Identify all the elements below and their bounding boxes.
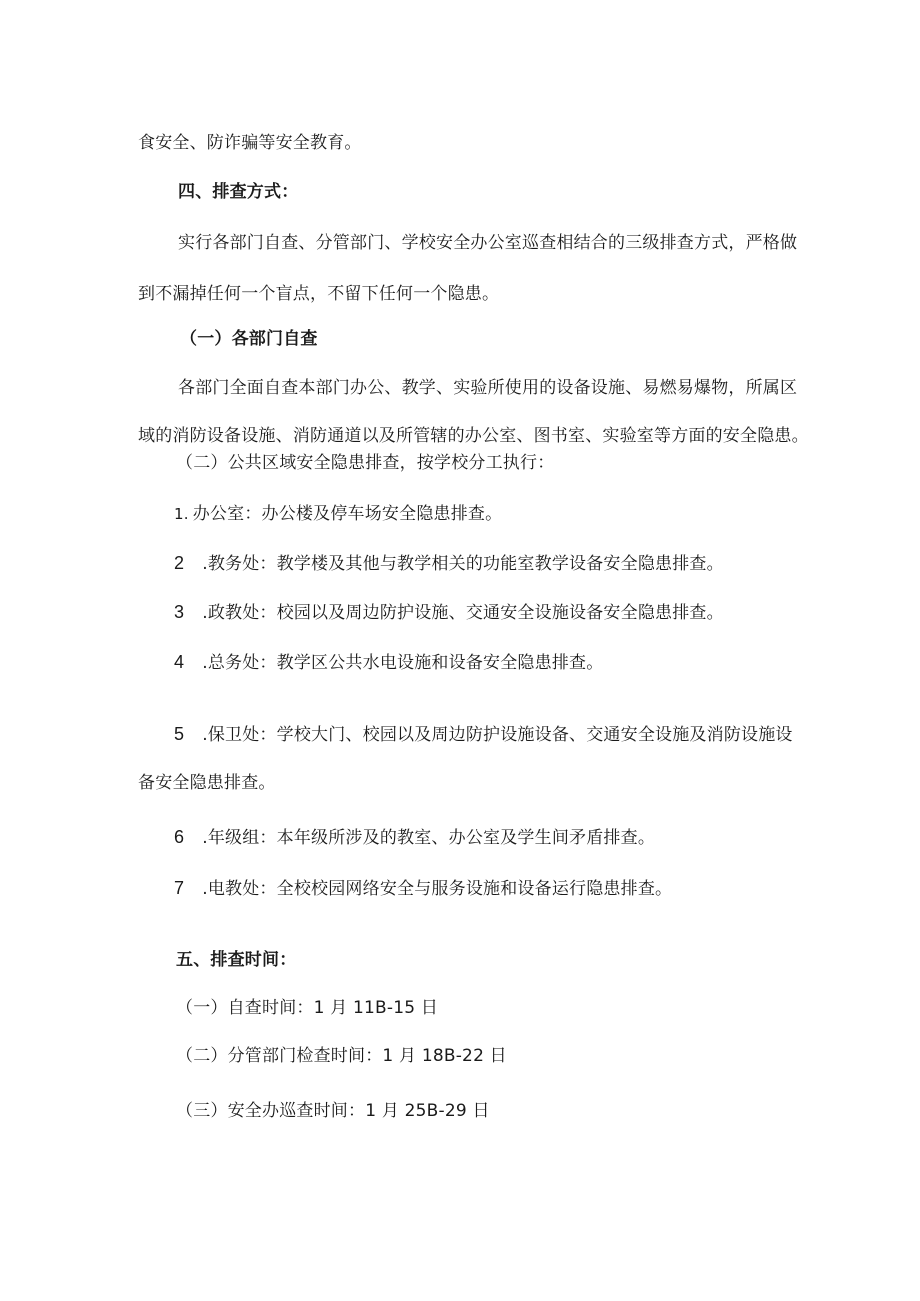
section4-heading: 四、排查方式： xyxy=(178,182,299,202)
list-item xyxy=(174,723,793,746)
item-number: 4 xyxy=(174,652,185,672)
list-item xyxy=(174,552,724,575)
list-item-continuation: 备安全隐患排查。 xyxy=(138,773,276,793)
list-item xyxy=(174,877,672,900)
item-text: .总务处：教学区公共水电设施和设备安全隐患排查。 xyxy=(202,653,604,673)
item-text: .政教处：校园以及周边防护设施、交通安全设施设备安全隐患排查。 xyxy=(202,603,724,623)
item-number: 1. xyxy=(174,505,189,523)
item-number: 2 xyxy=(174,553,185,573)
list-item xyxy=(174,826,655,849)
list-item xyxy=(174,503,502,525)
item-text: .保卫处：学校大门、校园以及周边防护设施设备、交通安全设施及消防设施设 xyxy=(202,725,793,745)
item-number: 3 xyxy=(174,602,185,622)
item-text: .电教处：全校校园网络安全与服务设施和设备运行隐患排查。 xyxy=(202,879,673,899)
item-number: 7 xyxy=(174,878,185,898)
list-item xyxy=(174,601,724,624)
schedule-item: （二）分管部门检查时间：1 月 18B-22 日 xyxy=(176,1046,507,1066)
schedule-item: （一）自查时间：1 月 11B-15 日 xyxy=(176,998,439,1018)
item-number: 5 xyxy=(174,724,185,744)
sub1-paragraph-line2: 域的消防设备设施、消防通道以及所管辖的办公室、图书室、实验室等方面的安全隐患。 xyxy=(138,426,809,446)
item-number: 6 xyxy=(174,827,185,847)
list-item xyxy=(174,651,603,674)
sub1-paragraph-line1: 各部门全面自查本部门办公、教学、实验所使用的设备设施、易燃易爆物，所属区 xyxy=(178,378,798,398)
section5-heading: 五、排查时间： xyxy=(176,950,297,970)
continuation-text: 食安全、防诈骗等安全教育。 xyxy=(138,133,362,153)
sub1-heading: （一）各部门自查 xyxy=(180,329,318,349)
schedule-item: （三）安全办巡查时间：1 月 25B-29 日 xyxy=(176,1101,490,1121)
item-text: 办公室：办公楼及停车场安全隐患排查。 xyxy=(192,504,503,524)
section4-paragraph-line1: 实行各部门自查、分管部门、学校安全办公室巡查相结合的三级排查方式，严格做 xyxy=(178,233,798,253)
item-text: .年级组：本年级所涉及的教室、办公室及学生间矛盾排查。 xyxy=(202,828,656,848)
item-text: .教务处：教学楼及其他与教学相关的功能室教学设备安全隐患排查。 xyxy=(202,554,724,574)
sub2-heading: （二）公共区域安全隐患排查，按学校分工执行： xyxy=(176,453,555,473)
section4-paragraph-line2: 到不漏掉任何一个盲点，不留下任何一个隐患。 xyxy=(138,284,500,304)
